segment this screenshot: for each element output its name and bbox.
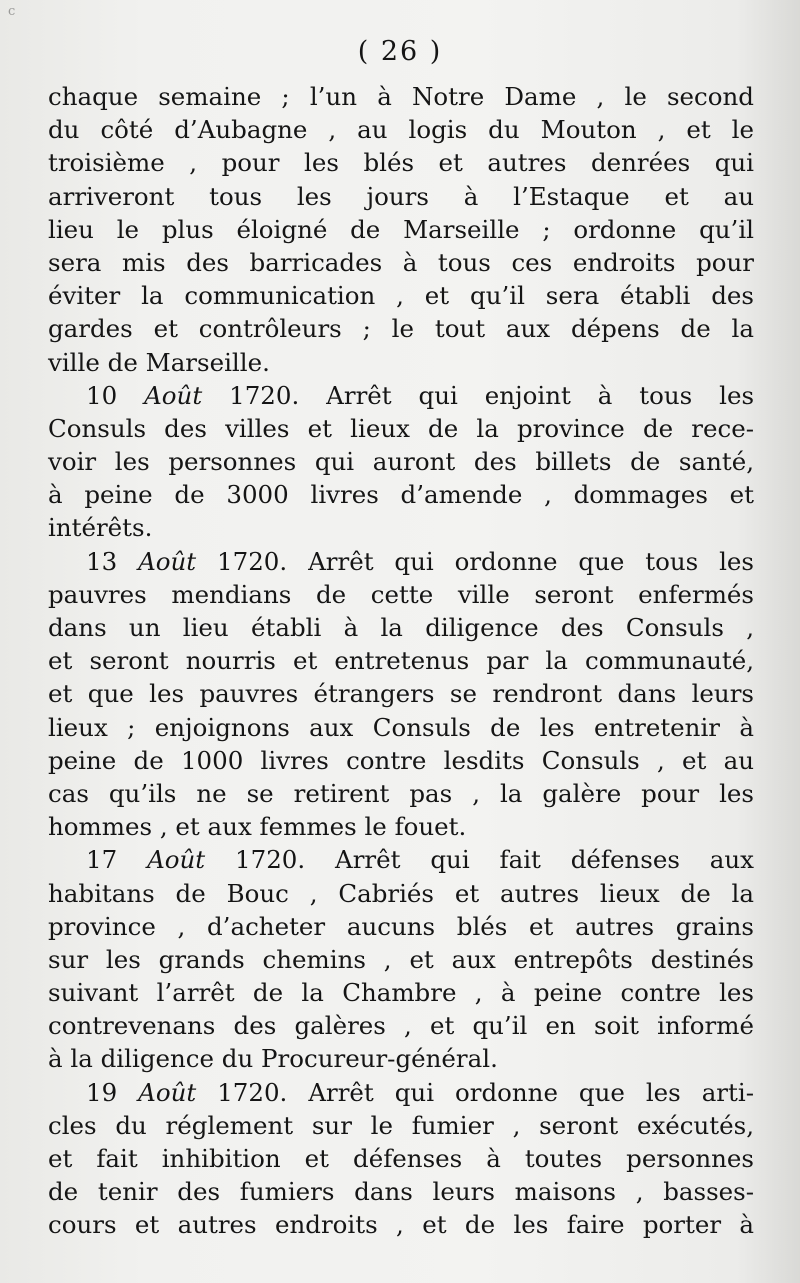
text-line: à peine de 3000 livres d’amende , dommages et [48,480,754,510]
entry-day: 10 [86,380,118,410]
text-line: cles du réglement sur le fumier , seront exécutés, [48,1110,754,1140]
text-line: lieu le plus éloigné de Marseille ; ordonne qu’il [48,214,754,244]
entry-text: Arrêt qui fait défenses aux [335,845,754,875]
entry-date-line [48,843,754,876]
text-line: Consuls des villes et lieux de la province de rece- [48,413,754,443]
text-line: et fait inhibition et défenses à toutes personnes [48,1144,754,1173]
text-line: gardes et contrôleurs ; le tout aux dépens de la [48,314,754,344]
text-line: de tenir des fumiers dans leurs maisons , basses- [48,1177,754,1207]
margin-mark: c [8,4,16,19]
entry-text: Arrêt qui enjoint à tous les [326,380,755,410]
text-line: cas qu’ils ne se retirent pas , la galère pour les [48,778,754,808]
text-line: suivant l’arrêt de la Chambre , à peine contre les [48,978,754,1008]
text-line: voir les personnes qui auront des billets de santé, [48,447,754,477]
entry-day: 13 [86,546,118,576]
text-line: sera mis des barricades à tous ces endroits pour [48,247,754,277]
entry-year: 1720. [217,1077,288,1107]
entry-date-line [48,545,754,578]
text-line: troisième , pour les blés et autres denrées qui [48,148,754,178]
text-line: peine de 1000 livres contre lesdits Consuls , et au [48,745,754,775]
entry-text: Arrêt qui ordonne que les arti- [308,1077,754,1107]
text-line: éviter la communication , et qu’il sera établi des [48,281,754,311]
text-line: et seront nourris et entretenus par la communauté, [48,646,754,676]
page-number: ( 26 ) [357,36,443,67]
entry-month: Août [144,380,203,410]
text-line: province , d’acheter aucuns blés et autres grains [48,911,754,941]
entry-day: 19 [86,1077,118,1107]
entry-month: Août [138,1077,197,1107]
entry-month: Août [147,845,206,875]
text-line: et que les pauvres étrangers se rendront dans leurs [48,679,754,709]
text-line: pauvres mendians de cette ville seront enfermés [48,579,754,609]
entry-year: 1720. [235,845,306,875]
text-line: cours et autres endroits , et de les faire porter à [48,1210,754,1240]
text-line: sur les grands chemins , et aux entrepôts destinés [48,944,754,974]
text-line: hommes , et aux femmes le fouet. [48,812,467,842]
text-line: ville de Marseille. [48,347,270,377]
entry-day: 17 [86,845,118,875]
text-line: dans un lieu établi à la diligence des Consuls , [48,613,754,642]
entry-month: Août [138,546,197,576]
text-line: lieux ; enjoignons aux Consuls de les entretenir à [48,712,754,742]
text-line: du côté d’Aubagne , au logis du Mouton , et le [48,115,754,145]
text-line: intérêts. [48,513,153,543]
text-line: chaque semaine ; l’un à Notre Dame , le second [48,82,754,111]
entry-year: 1720. [229,380,300,410]
body-text [48,80,754,1242]
entry-date-line [48,379,754,412]
text-line: à la diligence du Procureur-général. [48,1044,498,1074]
entry-year: 1720. [217,546,288,576]
entry-text: Arrêt qui ordonne que tous les [308,546,755,576]
entry-date-line [48,1076,754,1109]
text-line: arriveront tous les jours à l’Estaque et au [48,181,754,211]
text-line: contrevenans des galères , et qu’il en soit informé [48,1011,754,1041]
text-line: habitans de Bouc , Cabriés et autres lieux de la [48,878,754,908]
